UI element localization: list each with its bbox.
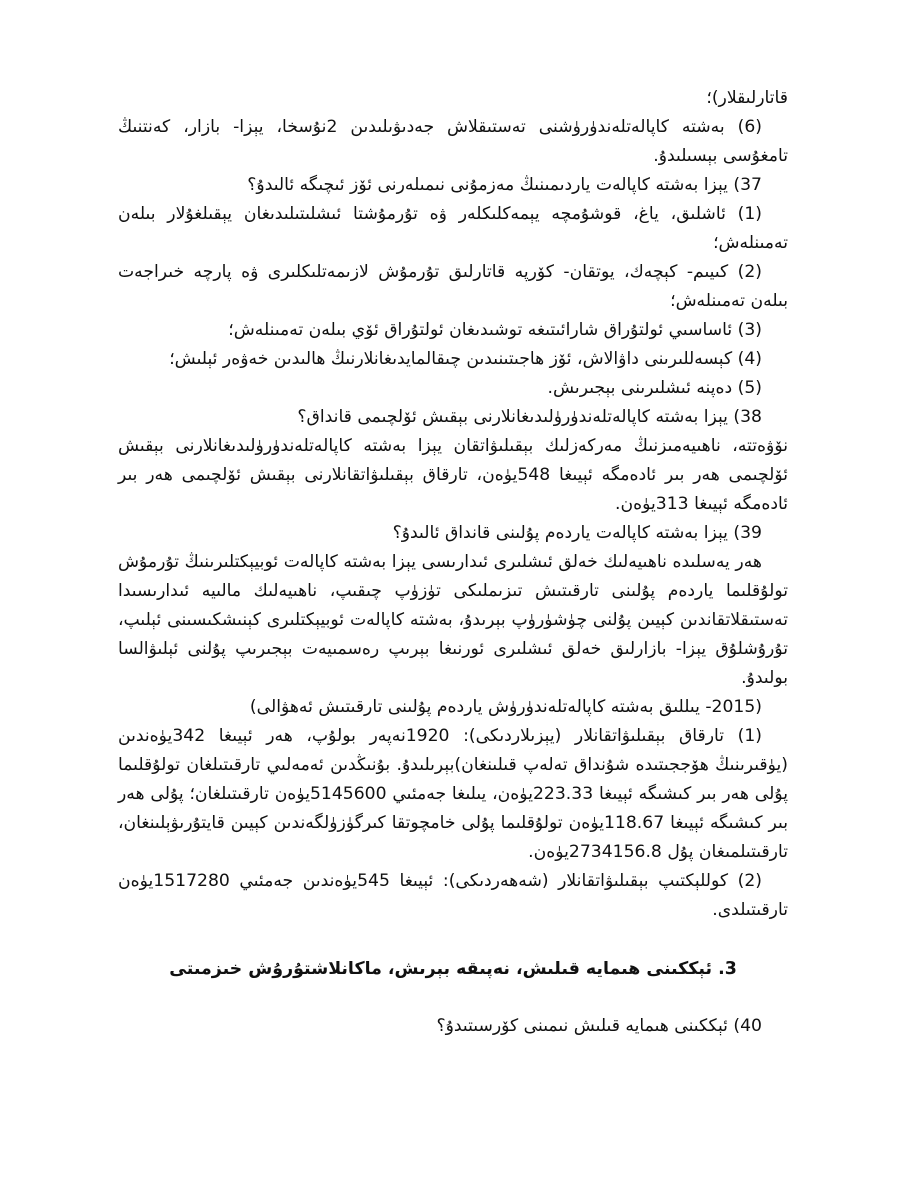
section-heading: 3. ئېككىنى ھىمايە قىلىش، نەپىقە بېرىش، ماكانلاشتۇرۇش خىزمىتى bbox=[169, 959, 737, 979]
answer-37-item-2: (2) كىيىم- كېچەك، يوتقان- كۆرپە قاتارلىق تۇرمۇش لازىمەتلىكلىرى ۋە پارچە خىراجەت بىلەن تەمىنلەش؛ bbox=[118, 262, 788, 311]
answer-37-item-4: (4) كېسەللىرىنى داۋالاش، ئۆز ھاجىتىنىدىن چىقالمايدىغانلارنىڭ ھالىدىن خەۋەر ئېلىش؛ bbox=[169, 349, 762, 369]
question-38: 38) يېزا بەشتە كاپالەتلەندۈرۈلىدىغانلارنى بېقىش ئۆلچىمى قانداق؟ bbox=[297, 407, 762, 427]
page-content bbox=[118, 84, 788, 1041]
list-item-6: (6) بەشتە كاپالەتلەندۈرۈشنى تەستىقلاش جەدىۋىلىدىن 2نۇسخا، يېزا- بازار، كەنتنىڭ تامغۇسى بېسىلىدۇ. bbox=[118, 117, 788, 166]
paragraph-continuation: قاتارلىقلار)؛ bbox=[706, 88, 788, 108]
answer-37-item-3: (3) ئاساسىي ئولتۇراق شارائىتىغە توشىدىغان ئولتۇراق ئۆي بىلەن تەمىنلەش؛ bbox=[228, 320, 762, 340]
question-39: 39) يېزا بەشتە كاپالەت ياردەم پۇلىنى قانداق ئالىدۇ؟ bbox=[392, 523, 762, 543]
answer-37-item-5: (5) دەپنە ئىشلىرىنى بېجىرىش. bbox=[547, 378, 762, 398]
question-37: 37) يېزا بەشتە كاپالەت ياردىمىنىڭ مەزمۇنى نىمىلەرنى ئۆز ئىچىگە ئالىدۇ؟ bbox=[247, 175, 762, 195]
subsection-title-2015: (2015- يىللىق بەشتە كاپالەتلەندۈرۈش ياردەم پۇلىنى تارقىتىش ئەھۋالى) bbox=[249, 697, 762, 717]
answer-37-item-1: (1) ئاشلىق، ياغ، قوشۇمچە يېمەكلىكلەر ۋە تۇرمۇشتا ئىشلىتىلىدىغان يېقىلغۇلار بىلەن تەمىنلەش؛ bbox=[118, 204, 788, 253]
answer-39: ھەر يەسلىدە ناھىيەلىك خەلق ئىشلىرى ئىدارىسى يېزا بەشتە كاپالەت ئوبيېكتلىرىنىڭ تۇرمۇش تولۇقلىما ياردەم پۇلىنى تارقىتىش تىزىملىكى تۈزۈپ چىقىپ، ناھىيەلىك مالىيە ئىدارىسىدا تەستىقلاتقاندىن كېيىن پۇلنى چۈشۈرۈپ بېرىدۇ، بەشتە كاپالەت ئوبيېكتلىرى كېنىشكىسىنى ئېلىپ، تۇرۇشلۇق يېزا- بازارلىق خەلق ئىشلىرى ئورنىغا بېرىپ رەسمىيەت بېجىرىپ پۇلنى ئېلىۋالسا بولىدۇ. bbox=[118, 552, 788, 688]
answer-39-item-1: (1) تارقاق بېقىلىۋاتقانلار (يېزىلاردىكى): 1920نەپەر بولۇپ، ھەر ئېيىغا 342يۈەندىن (يۈقىرىنىڭ ھۆججىتىدە شۇنداق تەلەپ قىلىنغان)بېرىلىدۇ. بۇنىڭدىن ئەمەلىي تارقىتىلغان تولۇقلىما پۇلى ھەر بىر كىشىگە ئېيىغا 223.33يۈەن، يىلىغا جەمئىي 5145600يۈەن تارقىتىلغان؛ پۇلى ھەر بىر كىشىگە ئېيىغا 118.67يۈەن تولۇقلىما پۇلى خامچوتقا كىرگۈزۈلگەندىن كېيىن قايتۇرىۋېلىنغان، تارقىتىلمىغان پۇل 2734156.8يۈەن. bbox=[118, 726, 788, 862]
answer-39-item-2: (2) كوللېكتىپ بېقىلىۋاتقانلار (شەھەردىكى): ئېيىغا 545يۈەندىن جەمئىي 1517280يۈەن تارقىتىلدى. bbox=[118, 871, 788, 920]
answer-38: نۆۋەتتە، ناھىيەمىزنىڭ مەركەزلىك بېقىلىۋاتقان يېزا بەشتە كاپالەتلەندۈرۈلىدىغانلارنى بېقىش ئۆلچىمى ھەر بىر ئادەمگە ئېيىغا 548يۈەن، تارقاق بېقىلىۋاتقانلارنى بېقىش ئۆلچىمى ھەر بىر ئادەمگە ئېيىغا 313يۈەن. bbox=[118, 436, 788, 514]
question-40: 40) ئېككىنى ھىمايە قىلىش نىمىنى كۆرسىتىدۇ؟ bbox=[436, 1016, 762, 1036]
